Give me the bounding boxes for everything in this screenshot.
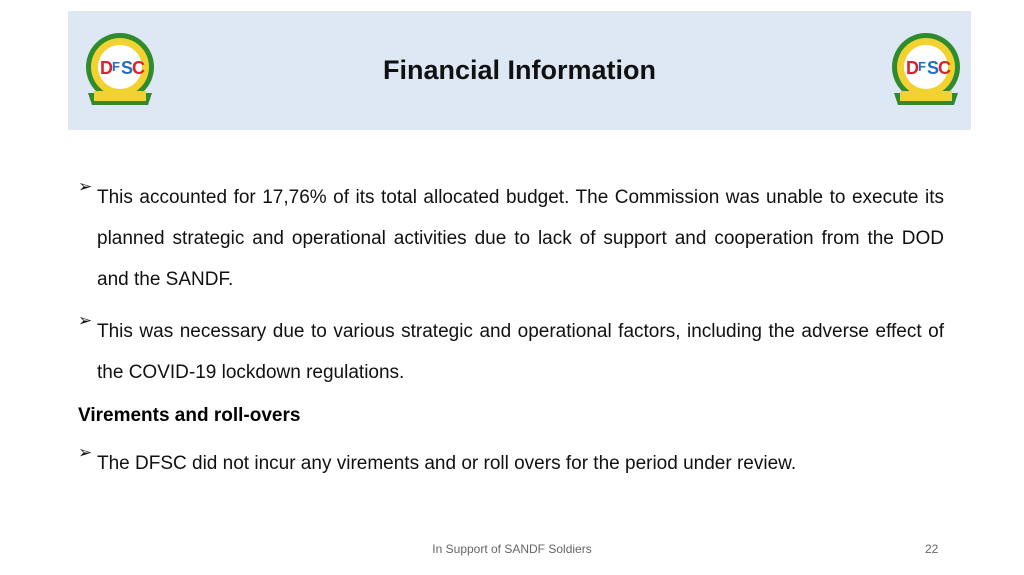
page-number: 22	[925, 542, 939, 556]
arrow-bullet-icon: ➢	[78, 311, 93, 330]
section-subheading: Virements and roll-overs	[78, 405, 301, 426]
dfsc-logo-right	[886, 29, 966, 111]
slide-body	[78, 177, 944, 484]
bullet-text: This accounted for 17,76% of its total allocated budget. The Commission was unable to execute its planned strategic and operational activities due to lack of support and cooperation from the DOD and the SANDF.	[97, 187, 944, 290]
bullet-item	[78, 443, 944, 484]
svg-text:C: C	[132, 58, 145, 78]
svg-text:D: D	[906, 58, 919, 78]
svg-text:S: S	[121, 58, 134, 78]
footer-text: In Support of SANDF Soldiers	[432, 542, 592, 556]
bullet-item	[78, 311, 944, 393]
bullet-text: This was necessary due to various strategic and operational factors, including the adverse effect of the COVID-19 lockdown regulations.	[97, 321, 944, 383]
arrow-bullet-icon: ➢	[78, 443, 93, 462]
page-title: Financial Information	[382, 55, 657, 85]
bullet-text: The DFSC did not incur any virements and or roll overs for the period under review.	[97, 453, 797, 474]
svg-text:C: C	[938, 58, 951, 78]
arrow-bullet-icon: ➢	[78, 177, 93, 196]
slide-header	[68, 11, 971, 130]
svg-text:D: D	[100, 58, 113, 78]
svg-text:S: S	[927, 58, 940, 78]
svg-text:F: F	[112, 59, 120, 74]
bullet-item	[78, 177, 944, 300]
svg-text:F: F	[918, 59, 926, 74]
